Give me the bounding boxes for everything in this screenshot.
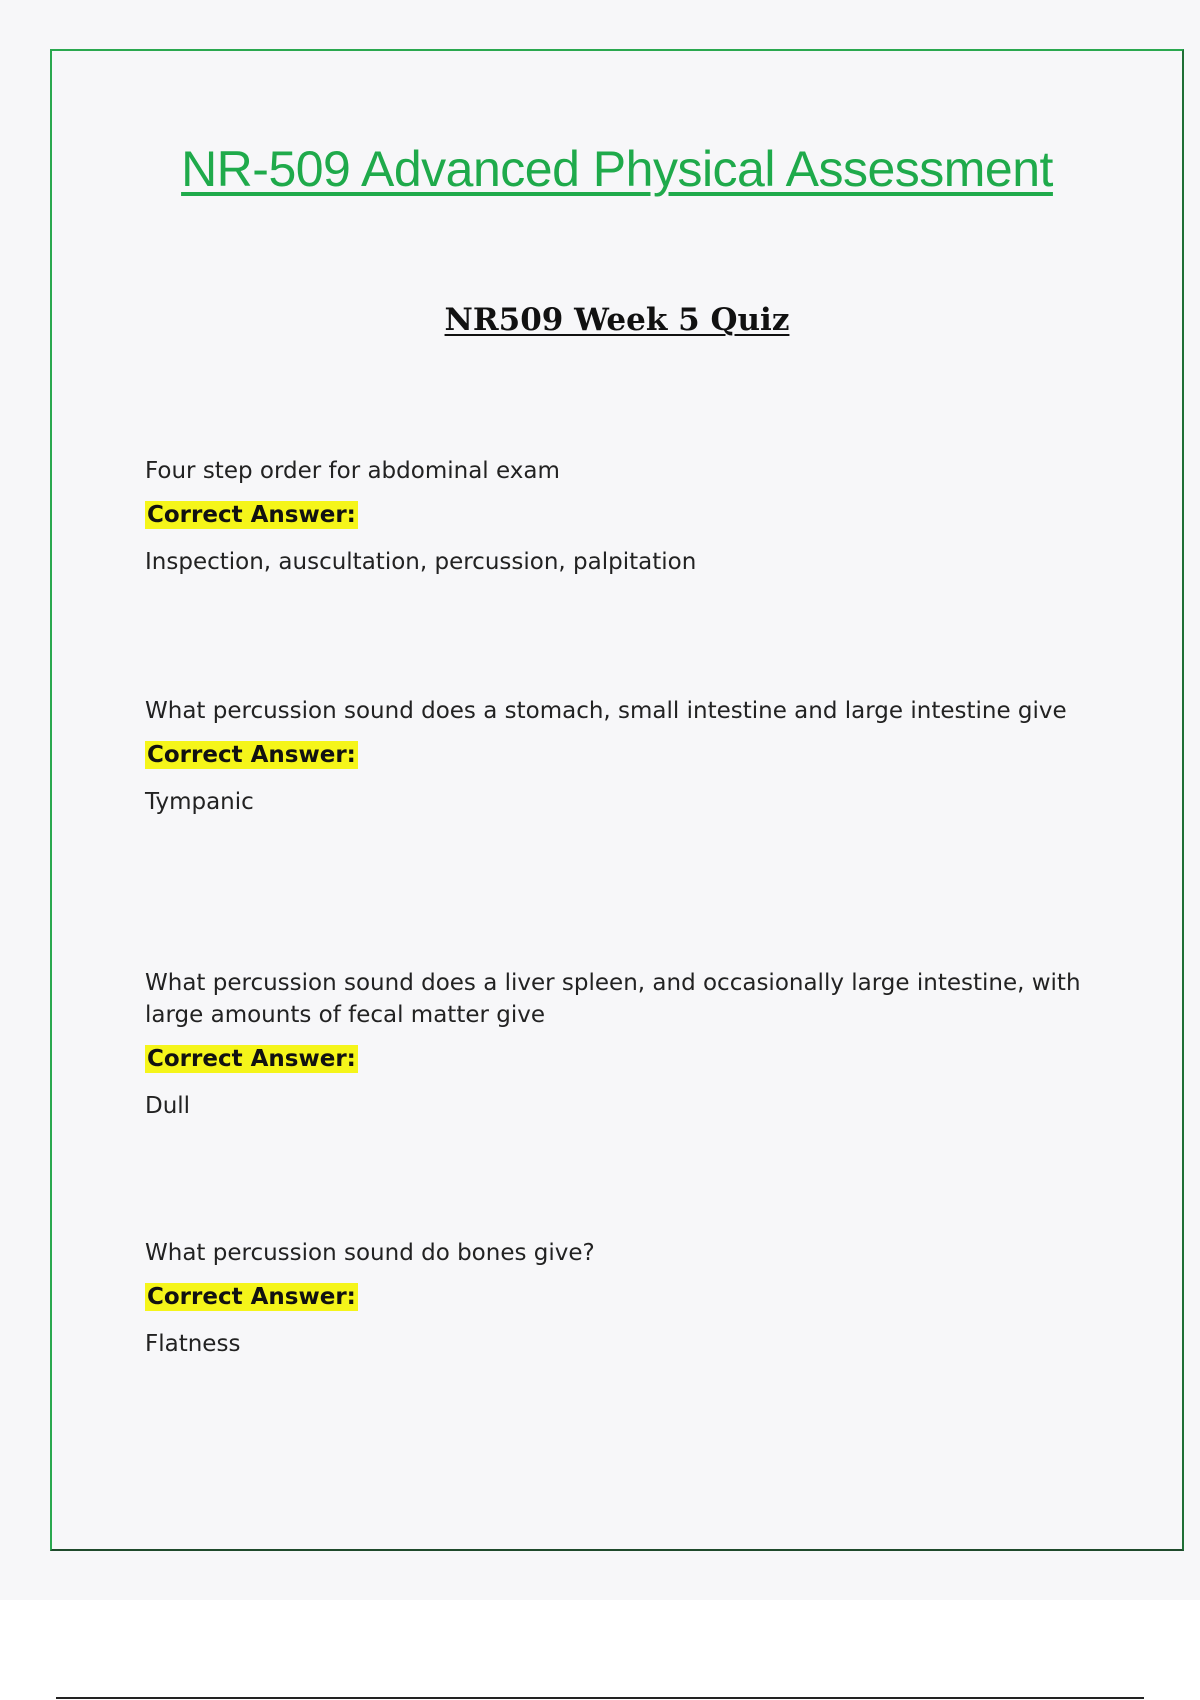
- question-block-2: [145, 695, 1085, 817]
- answer-text: Flatness: [145, 1331, 241, 1357]
- answer-text: Dull: [145, 1093, 191, 1119]
- answer-text: Tympanic: [145, 789, 254, 815]
- question-text: Four step order for abdominal exam: [145, 458, 560, 484]
- answer-text: Inspection, auscultation, percussion, palpitation: [145, 549, 697, 575]
- correct-answer-label: Correct Answer:: [147, 1046, 356, 1072]
- correct-answer-label: Correct Answer:: [147, 502, 356, 528]
- question-text: What percussion sound does a liver spleen, and occasionally large intestine, with large amounts of fecal matter give: [145, 970, 1081, 1028]
- question-block-3: [145, 967, 1085, 1121]
- quiz-title: NR509 Week 5 Quiz: [444, 302, 790, 338]
- course-title: NR-509 Advanced Physical Assessment: [181, 141, 1053, 197]
- question-text: What percussion sound do bones give?: [145, 1240, 595, 1266]
- correct-answer-label: Correct Answer:: [147, 1284, 356, 1310]
- question-block-1: [145, 455, 1085, 577]
- bottom-divider: [56, 1697, 1144, 1699]
- question-text: What percussion sound does a stomach, small intestine and large intestine give: [145, 698, 1067, 724]
- question-block-4: [145, 1237, 1085, 1359]
- correct-answer-label: Correct Answer:: [147, 742, 356, 768]
